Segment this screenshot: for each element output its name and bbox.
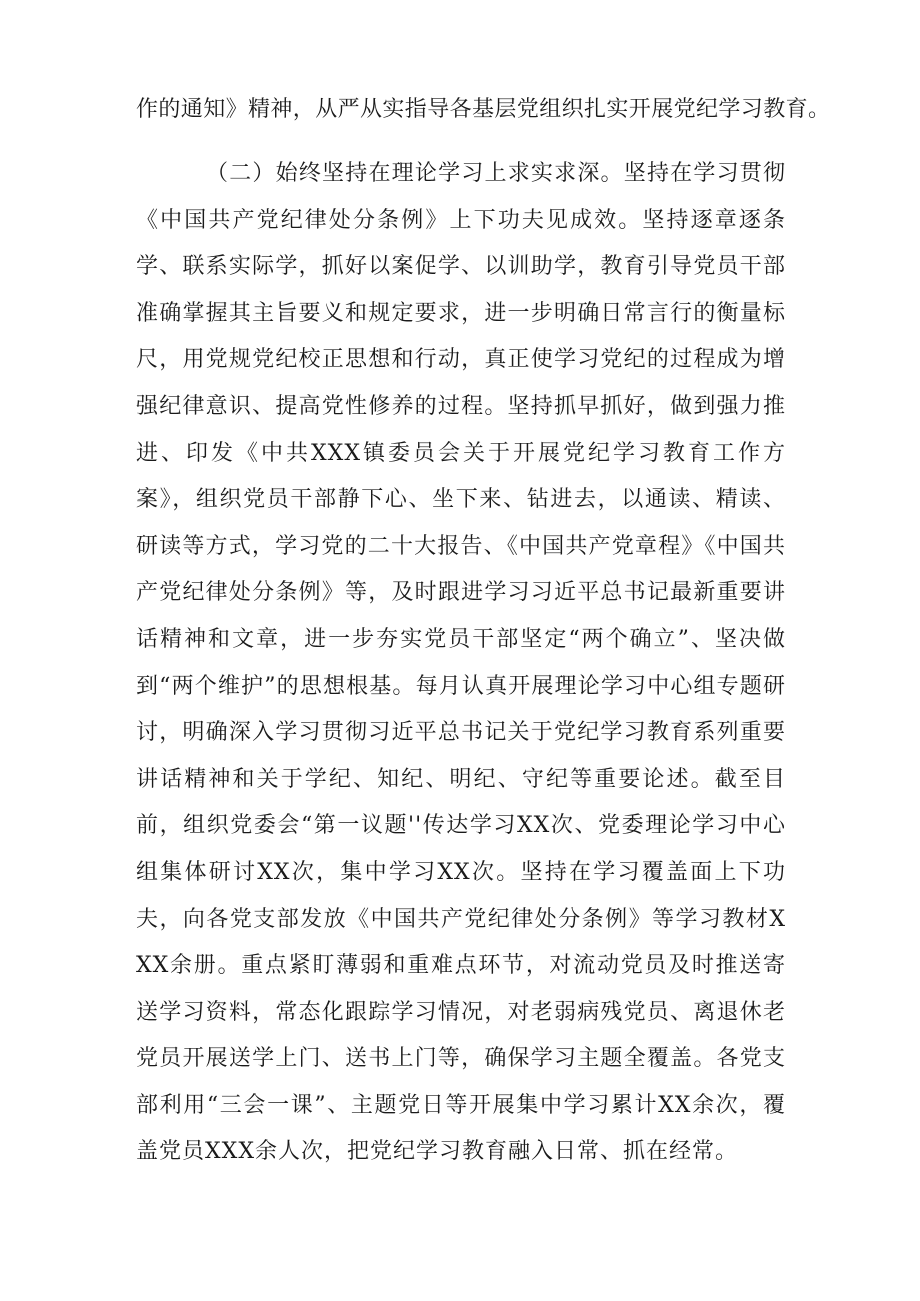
continued-paragraph-line: 作的通知》精神，从严从实指导各基层党组织扎实开展党纪学习教育。 — [136, 97, 831, 122]
section-two-paragraph: （二）始终坚持在理论学习上求实求深。坚持在学习贯彻《中国共产党纪律处分条例》上下功夫见成效。坚持逐章逐条学、联系实际学，抓好以案促学、以训助学，教育引导党员干部准确掌握其主旨要义和规定要求，进一步明确日常言行的衡量标尺，用党规党纪校正思想和行动，真正使学习党纪的过程成为增强纪律意识、提高党性修养的过程。坚持抓早抓好，做到强力推进、印发《中共XXX镇委员会关于开展党纪学习教育工作方案》，组织党员干部静下心、坐下来、钻进去，以通读、精读、研读等方式，学习党的二十大报告、《中国共产党章程》《中国共产党纪律处分条例》等，及时跟进学习习近平总书记最新重要讲话精神和文章，进一步夯实党员干部坚定“两个确立”、坚决做到“两个维护”的思想根基。每月认真开展理论学习中心组专题研讨，明确深入学习贯彻习近平总书记关于党纪学习教育系列重要讲话精神和关于学纪、知纪、明纪、守纪等重要论述。截至目前，组织党委会“第一议题''传达学习XX次、党委理论学习中心组集体研讨XX次，集中学习XX次。坚持在学习覆盖面上下功夫，向各党支部发放《中国共产党纪律处分条例》等学习教材XXX余册。重点紧盯薄弱和重难点环节，对流动党员及时推送寄送学习资料，常态化跟踪学习情况，对老弱病残党员、离退休老党员开展送学上门、送书上门等，确保学习主题全覆盖。各党支部利用“三会一课”、主题党日等开展集中学习累计XX余次，覆盖党员XXX余人次，把党纪学习教育融入日常、抓在经常。 — [136, 161, 786, 1165]
